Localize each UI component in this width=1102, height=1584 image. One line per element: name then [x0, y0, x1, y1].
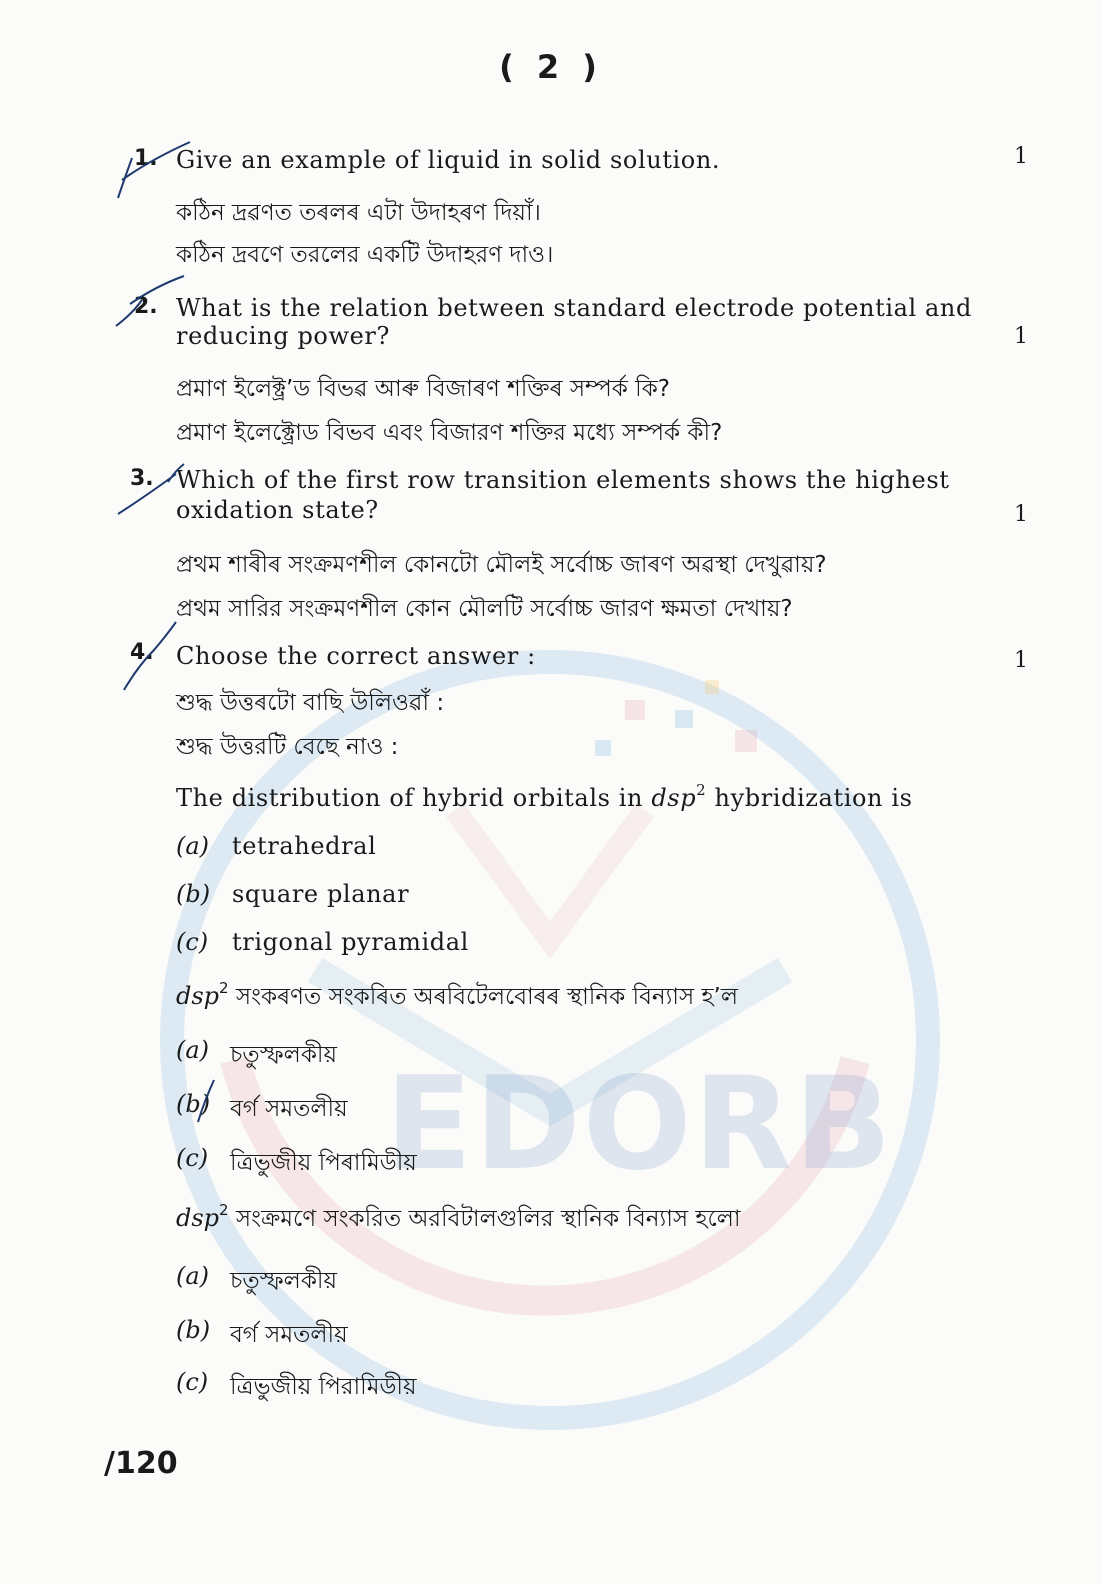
- option-c-english: trigonal pyramidal: [232, 928, 469, 956]
- question-3-bengali: প্রথম সারির সংক্রমণশীল কোন মৌলটি সর্বোচ্চ জারণ ক্ষমতা দেখায়?: [176, 596, 793, 622]
- question-1-assamese: কঠিন দ্ৰৱণত তৰলৰ এটা উদাহৰণ দিয়াঁ।: [176, 200, 541, 226]
- question-4-marks: 1: [1014, 648, 1028, 673]
- option-b-letter-bn: (b): [176, 1316, 211, 1344]
- option-b-bengali: বর্গ সমতলীয়: [230, 1322, 348, 1348]
- question-2-number: 2.: [134, 294, 158, 319]
- question-2-assamese: প্ৰমাণ ইলেক্ট্ৰ’ড বিভৱ আৰু বিজাৰণ শক্তিৰ সম্পৰ্ক কি?: [176, 376, 670, 402]
- option-a-english: tetrahedral: [232, 832, 377, 860]
- option-c-letter-as: (c): [176, 1144, 209, 1172]
- option-a-letter-en: (a): [176, 832, 210, 860]
- option-c-bengali: ত্রিভুজীয় পিরামিডীয়: [230, 1374, 417, 1400]
- question-4-english: Choose the correct answer :: [176, 642, 536, 670]
- question-3-number: 3.: [130, 466, 154, 491]
- question-3-english-line1: Which of the first row transition elements shows the highest: [176, 466, 950, 494]
- question-1-bengali: কঠিন দ্রবণে তরলের একটি উদাহরণ দাও।: [176, 242, 554, 268]
- question-3-marks: 1: [1014, 502, 1028, 527]
- option-b-assamese: বৰ্গ সমতলীয়: [230, 1096, 348, 1122]
- option-c-letter-en: (c): [176, 928, 209, 956]
- option-a-letter-bn: (a): [176, 1262, 210, 1290]
- option-c-letter-bn: (c): [176, 1368, 209, 1396]
- question-3-english-line2: oxidation state?: [176, 496, 379, 524]
- question-2-english-line1: What is the relation between standard electrode potential and: [176, 294, 972, 322]
- question-4-assamese: শুদ্ধ উত্তৰটো বাছি উলিওৱাঁ :: [176, 690, 445, 716]
- question-4-number: 4.: [130, 640, 154, 665]
- question-2-bengali: প্রমাণ ইলেক্ট্রোড বিভব এবং বিজারণ শক্তির মধ্যে সম্পর্ক কী?: [176, 420, 723, 446]
- watermark-text: EDORB: [385, 1050, 894, 1199]
- question-1-number: 1.: [134, 146, 158, 171]
- option-a-assamese: চতুস্ফলকীয়: [230, 1042, 338, 1068]
- option-a-bengali: চতুস্ফলকীয়: [230, 1268, 338, 1294]
- question-1-marks: 1: [1014, 144, 1028, 169]
- option-a-letter-as: (a): [176, 1036, 210, 1064]
- question-3-assamese: প্ৰথম শাৰীৰ সংক্ৰমণশীল কোনটো মৌলই সৰ্বোচ্চ জাৰণ অৱস্থা দেখুৱায়?: [176, 552, 827, 578]
- question-4-stem-assamese: dsp$^2$ সংকৰণত সংকৰিত অৰবিটেলবোৰৰ স্থানিক বিন্যাস হ’ল: [176, 979, 738, 1010]
- option-b-letter-en: (b): [176, 880, 211, 908]
- option-b-letter-as: (b): [176, 1090, 211, 1118]
- question-4-stem-english: The distribution of hybrid orbitals in dsp$^2$ hybridization is: [176, 781, 913, 812]
- page-number: ( 2 ): [499, 48, 603, 86]
- option-b-english: square planar: [232, 880, 410, 908]
- question-4-stem-bengali: dsp$^2$ সংক্রমণে সংকরিত অরবিটালগুলির স্থানিক বিন্যাস হলো: [176, 1201, 741, 1232]
- option-c-assamese: ত্ৰিভুজীয় পিৰামিডীয়: [230, 1150, 417, 1176]
- question-1-english: Give an example of liquid in solid solution.: [176, 146, 721, 174]
- paper-code: /120: [104, 1446, 178, 1481]
- question-2-english-line2: reducing power?: [176, 322, 390, 350]
- question-2-marks: 1: [1014, 324, 1028, 349]
- question-4-bengali: শুদ্ধ উত্তরটি বেছে নাও :: [176, 734, 399, 760]
